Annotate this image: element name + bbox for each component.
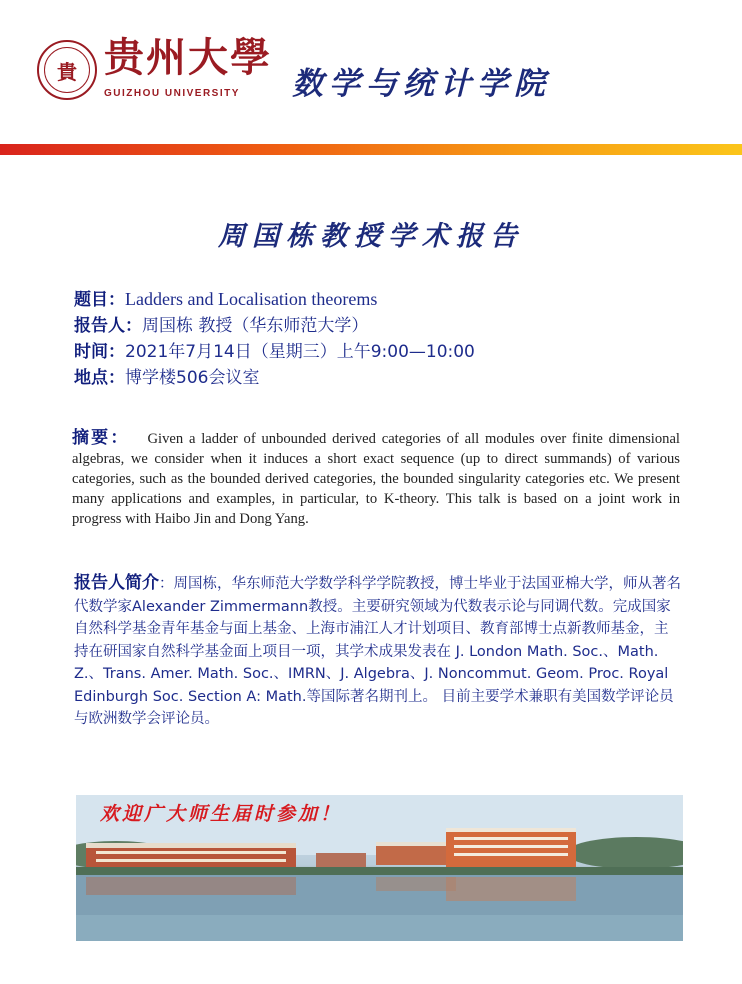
topic-value: Ladders and Localisation theorems	[125, 289, 378, 309]
welcome-slogan: 欢迎广大师生届时参加！	[100, 803, 343, 825]
campus-banner-photo	[76, 795, 683, 941]
place-label: 地点：	[74, 368, 125, 388]
school-name: 数学与统计学院	[292, 66, 551, 102]
topic-label: 题目：	[74, 290, 125, 310]
time-line	[74, 339, 714, 365]
seal-emblem: 貴	[44, 47, 90, 93]
bio-label: 报告人简介	[74, 573, 159, 593]
bio-text: ：周国栋，华东师范大学数学科学学院教授，博士毕业于法国亚棉大学，师从著名代数学家Alexander Zimmermann教授。主要研究领域为代数表示论与同调代数。完成国家自然科学基金青年基金与面上基金、上海市浦江人才计划项目、教育部博士点新教师基金，主持在研国家自然科学基金面上项目一项，其学术成果发表在 J. London Math. Soc.、Math. Z.、Trans. Amer. Math. Soc.、IMRN、J. Algebra、J. Noncommut. Geom. Proc. Royal Edinburgh Soc. Section A: Math.等国际著名期刊上。 目前主要学术兼职有美国数学评论员与欧洲数学会评论员。	[74, 576, 681, 727]
header-stripe	[0, 144, 742, 155]
speaker-label: 报告人：	[74, 316, 142, 336]
place-line	[74, 365, 714, 391]
time-label: 时间：	[74, 342, 125, 362]
report-info	[74, 286, 714, 391]
time-value: 2021年7月14日（星期三）上午9:00—10:00	[125, 342, 475, 362]
abstract-text: Given a ladder of unbounded derived categories of all modules over finite dimensional algebras, we consider when it induces a short exact sequence (up to direct summands) of various categories, such as the bounded derived categories, the bounded singularity categories etc. We present many applications and examples, in particular, to K-theory. This talk is based on a joint work in progress with Haibo Jin and Dong Yang.	[72, 431, 680, 527]
speaker-bio-section	[74, 572, 682, 731]
topic-line	[74, 286, 714, 313]
university-name-en: GUIZHOU UNIVERSITY	[104, 88, 240, 99]
header	[0, 0, 742, 150]
university-name-cn: 贵州大學	[104, 34, 272, 81]
speaker-line	[74, 313, 714, 339]
abstract-section	[72, 428, 680, 529]
report-title: 周国栋教授学术报告	[218, 221, 524, 252]
place-value: 博学楼506会议室	[125, 368, 260, 388]
abstract-label: 摘要：	[72, 428, 130, 448]
university-seal-logo	[37, 40, 97, 100]
speaker-value: 周国栋 教授（华东师范大学）	[142, 316, 369, 336]
